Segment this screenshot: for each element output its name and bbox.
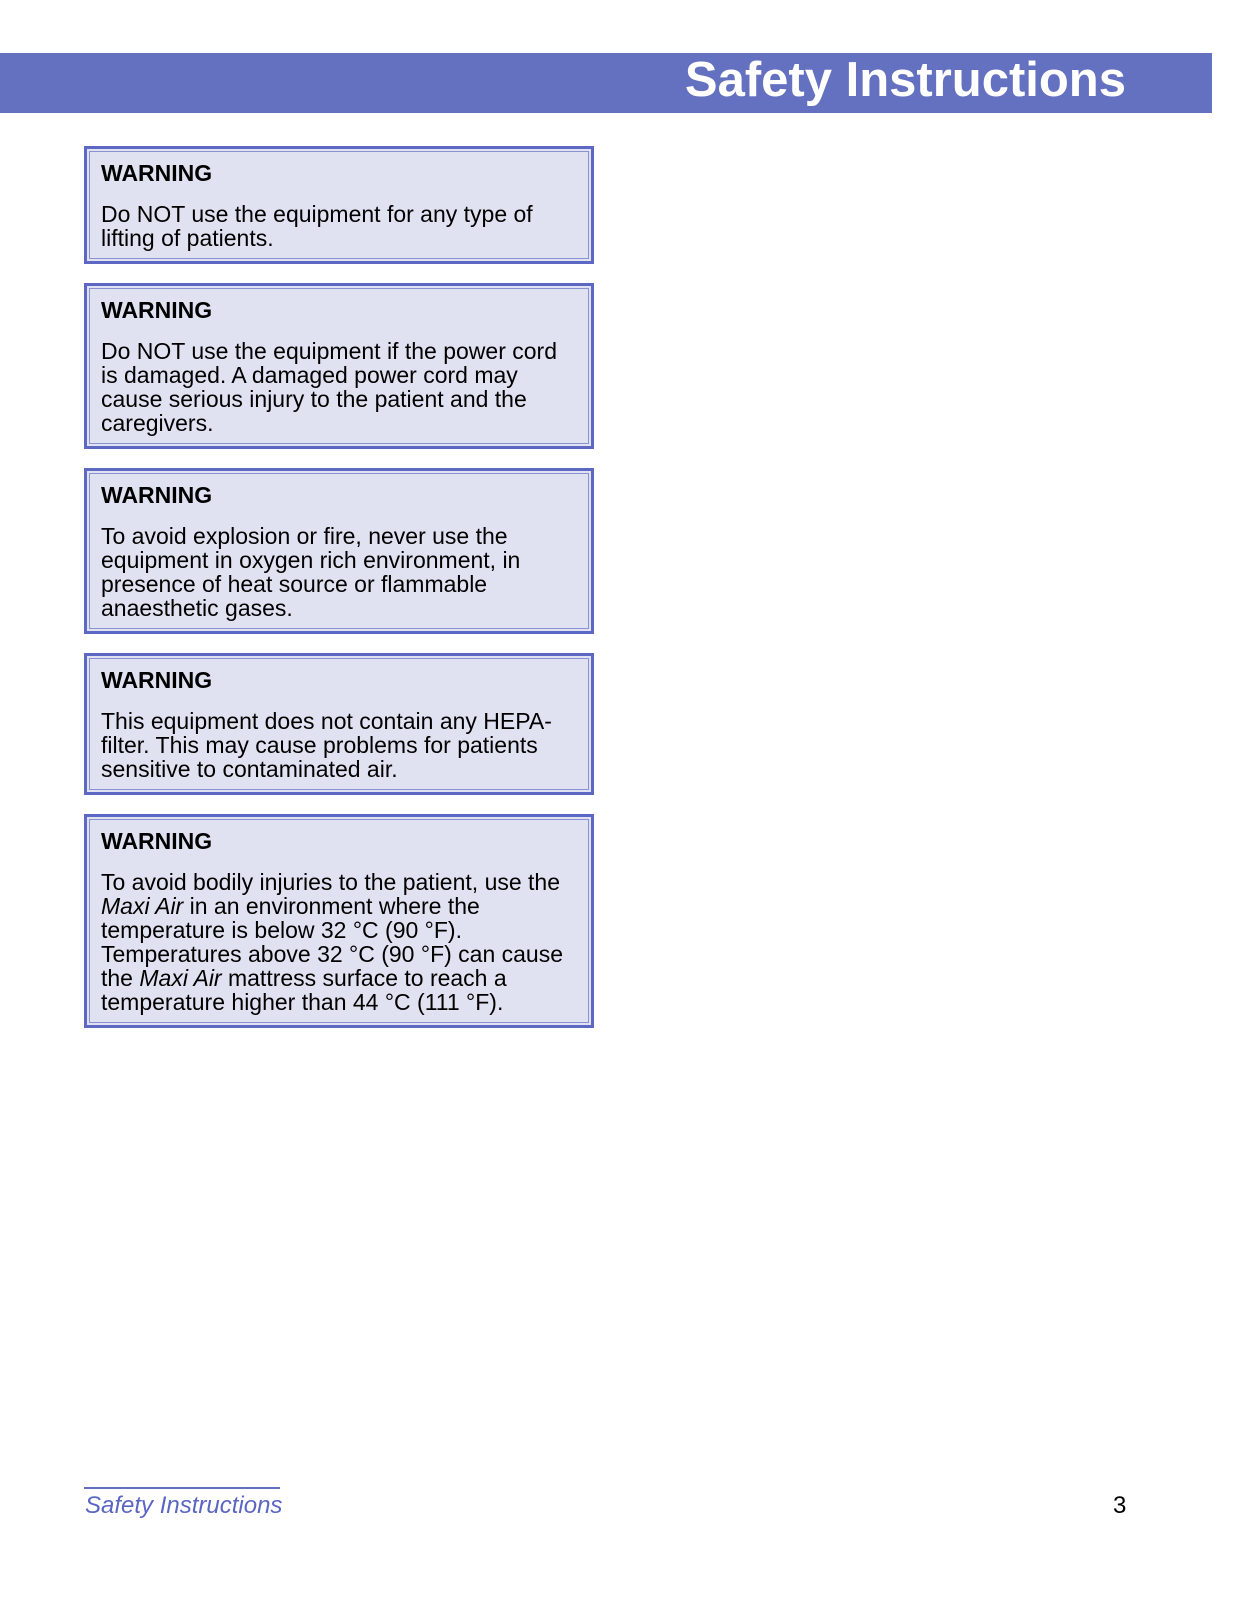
page-title: Safety Instructions: [684, 53, 1126, 107]
warnings-list: [84, 146, 594, 1047]
warning-box-hepa: [84, 653, 594, 795]
warning-box-power-cord: [84, 283, 594, 449]
warning-box-temperature: [84, 814, 594, 1028]
warning-text: [101, 870, 578, 1014]
warning-heading: WARNING: [101, 828, 213, 854]
warning-line: Temperatures above 32 °C (90 °F) can cause: [101, 941, 564, 967]
warning-inner: [89, 658, 589, 790]
footer-rule: [84, 1487, 280, 1489]
warning-heading: WARNING: [101, 667, 213, 693]
product-name: Maxi Air: [139, 965, 222, 991]
footer-section-label: Safety Instructions: [85, 1492, 283, 1519]
warning-line: To avoid explosion or fire, never use the: [101, 523, 508, 549]
warning-line: To avoid bodily injuries to the patient, use the: [101, 869, 561, 895]
warning-line: is damaged. A damaged power cord may: [101, 362, 518, 388]
warning-line: anaesthetic gases.: [101, 595, 293, 621]
warning-line: sensitive to contaminated air.: [101, 756, 398, 782]
warning-heading: WARNING: [101, 160, 213, 186]
warning-box-lifting: [84, 146, 594, 264]
product-name: Maxi Air: [101, 893, 184, 919]
warning-line: the: [101, 965, 140, 991]
warning-line: equipment in oxygen rich environment, in: [101, 547, 521, 573]
warning-line: cause serious injury to the patient and the: [101, 386, 527, 412]
header-band: [0, 53, 1212, 113]
warning-inner: [89, 819, 589, 1023]
warning-line: Do NOT use the equipment if the power cord: [101, 338, 557, 364]
warning-inner: [89, 288, 589, 444]
page-number: 3: [1113, 1492, 1127, 1519]
warning-line: This equipment does not contain any HEPA-: [101, 708, 552, 734]
warning-inner: [89, 473, 589, 629]
warning-line: lifting of patients.: [101, 225, 274, 251]
warning-line: filter. This may cause problems for patients: [101, 732, 538, 758]
warning-line: mattress surface to reach a: [221, 965, 507, 991]
warning-text: [101, 202, 578, 250]
warning-box-explosion: [84, 468, 594, 634]
warning-line: in an environment where the: [183, 893, 480, 919]
warning-line: temperature higher than 44 °C (111 °F).: [101, 989, 504, 1015]
warning-heading: WARNING: [101, 482, 213, 508]
warning-line: temperature is below 32 °C (90 °F).: [101, 917, 462, 943]
warning-text: [101, 524, 578, 620]
warning-text: [101, 339, 578, 435]
warning-line: Do NOT use the equipment for any type of: [101, 201, 533, 227]
warning-text: [101, 709, 578, 781]
warning-line: caregivers.: [101, 410, 214, 436]
warning-line: presence of heat source or flammable: [101, 571, 488, 597]
warning-heading: WARNING: [101, 297, 213, 323]
warning-inner: [89, 151, 589, 259]
